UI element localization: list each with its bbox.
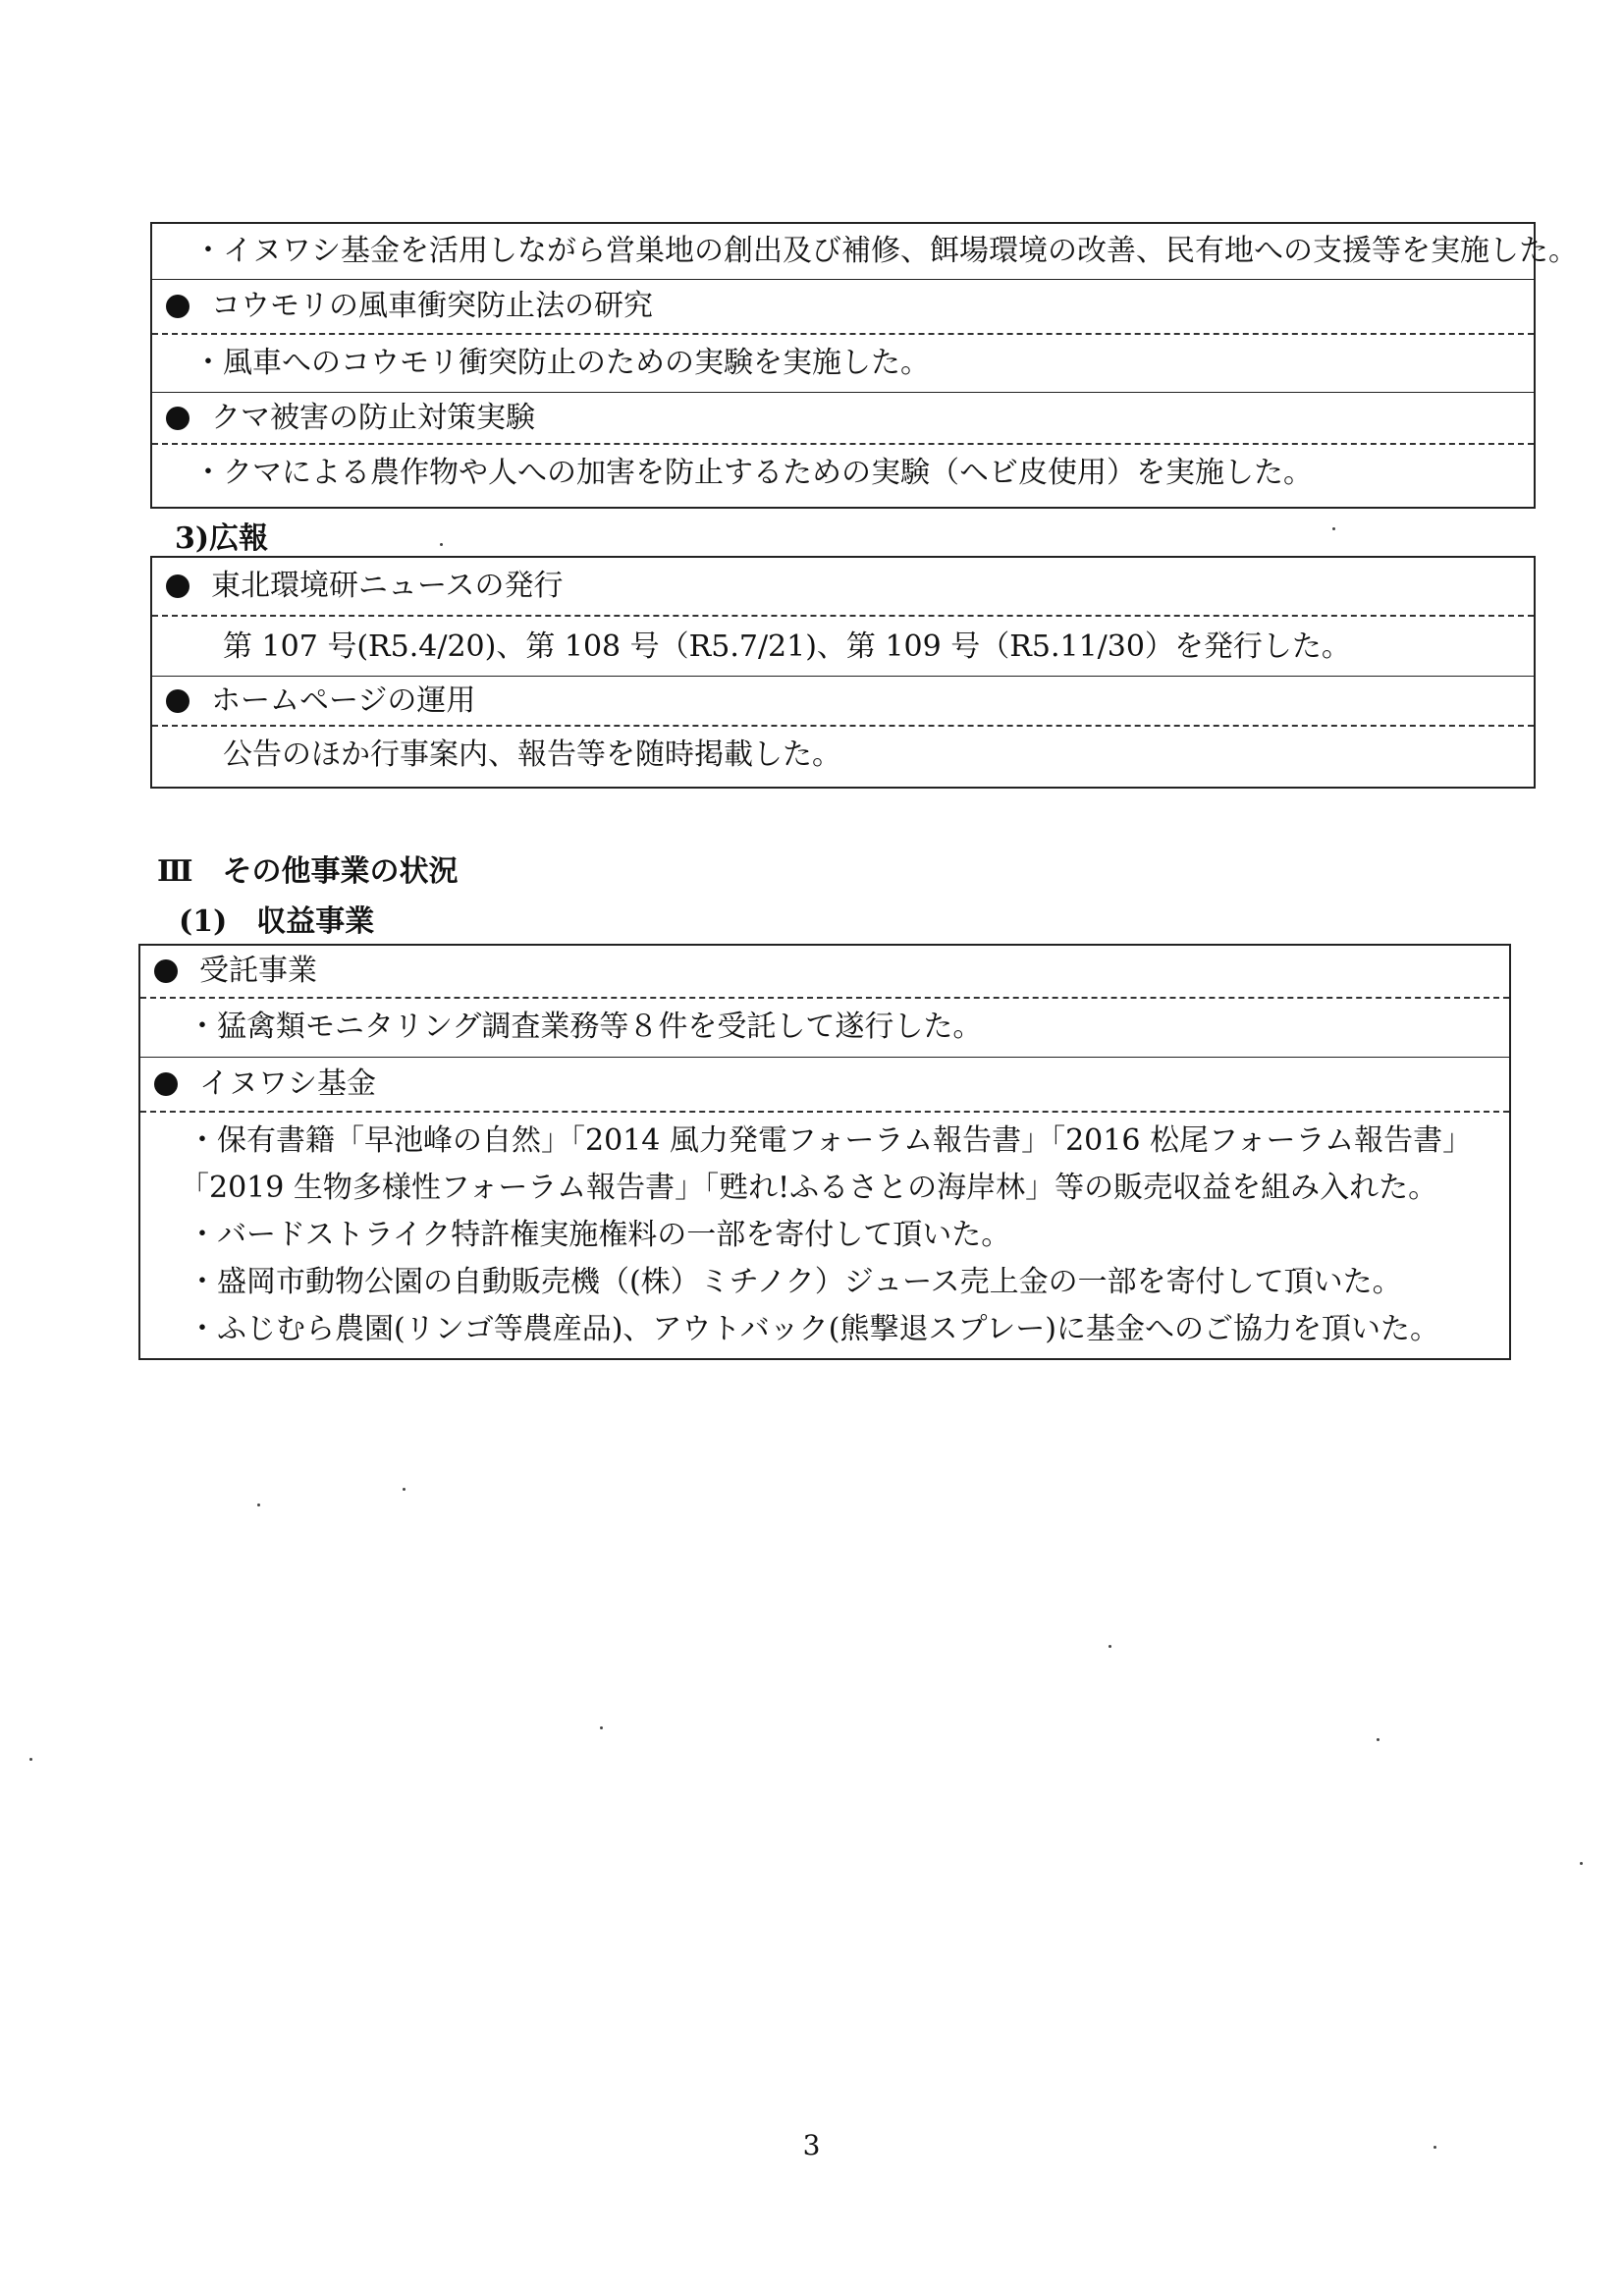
- fund-line: ・バードストライク特許権実施権料の一部を寄付して頂いた。: [188, 1218, 1011, 1252]
- item-contracted-work: [140, 946, 1509, 997]
- row-fund-activity: [152, 224, 1578, 279]
- bullet-icon: [166, 295, 189, 318]
- item-body-text: ・猛禽類モニタリング調査業務等８件を受託して遂行した。: [188, 1010, 983, 1044]
- bullet-icon: [166, 574, 189, 598]
- fund-line: ・盛岡市動物公園の自動販売機（(株）ミチノク）ジュース売上金の一部を寄付して頂いた。: [188, 1265, 1402, 1299]
- chapter-heading-other-business: Ⅲ その他事業の状況: [157, 854, 459, 889]
- item-body-text: 第 107 号(R5.4/20)、第 108 号（R5.7/21)、第 109 号（R5.11/30）を発行した。: [223, 629, 1351, 664]
- fund-line: ・ふじむら農園(リンゴ等農産品)、アウトバック(熊撃退スプレー)に基金へのご協力を頂いた。: [188, 1312, 1440, 1346]
- fund-line: 「2019 生物多様性フォーラム報告書」「甦れ!ふるさとの海岸林」等の販売収益を組み入れた。: [180, 1171, 1438, 1205]
- item-title: 受託事業: [199, 954, 317, 988]
- activities-box: [150, 222, 1578, 509]
- item-newsletter: [152, 558, 1534, 615]
- scan-speck: [1377, 1738, 1380, 1741]
- item-eagle-fund: [140, 1057, 1509, 1111]
- item-bear-experiment: [152, 392, 1534, 443]
- item-bat-research: [152, 279, 1534, 333]
- item-body-text: ・クマによる農作物や人への加害を防止するための実験（ヘビ皮使用）を実施した。: [193, 456, 1313, 490]
- item-homepage-body: [152, 725, 1534, 787]
- item-body-text: ・風車へのコウモリ衝突防止のための実験を実施した。: [193, 346, 930, 380]
- item-contracted-work-body: [140, 997, 1509, 1057]
- bullet-icon: [154, 1072, 178, 1096]
- item-newsletter-body: [152, 615, 1534, 676]
- section-heading-pr: 3)広報: [175, 521, 269, 556]
- item-title: イヌワシ基金: [199, 1066, 376, 1101]
- scan-speck: [257, 1503, 260, 1506]
- scan-speck: [1434, 2146, 1436, 2149]
- scan-speck: [440, 543, 443, 546]
- scan-speck: [600, 1726, 603, 1729]
- bullet-icon: [166, 407, 189, 430]
- subsection-heading-revenue: (1) 収益事業: [179, 904, 375, 939]
- scan-speck: [1332, 527, 1335, 530]
- item-title: コウモリの風車衝突防止法の研究: [211, 289, 653, 323]
- item-title: 東北環境研ニュースの発行: [211, 569, 564, 603]
- item-body-text: 公告のほか行事案内、報告等を随時掲載した。: [223, 738, 841, 772]
- bullet-icon: [166, 689, 189, 713]
- page-number: 3: [802, 2129, 821, 2161]
- item-title: クマ被害の防止対策実験: [211, 400, 535, 435]
- item-title: ホームページの運用: [211, 683, 476, 718]
- scan-speck: [1580, 1862, 1583, 1865]
- item-bat-research-body: [152, 333, 1534, 392]
- revenue-box: [138, 944, 1511, 1360]
- scan-speck: [1109, 1645, 1111, 1648]
- item-homepage: [152, 676, 1534, 725]
- item-eagle-fund-body: [140, 1111, 1509, 1358]
- scan-speck: [29, 1758, 32, 1761]
- fund-line: ・保有書籍「早池峰の自然」「2014 風力発電フォーラム報告書」「2016 松尾フォーラム報告書」: [188, 1123, 1473, 1158]
- scan-speck: [403, 1488, 406, 1491]
- item-bear-experiment-body: [152, 443, 1534, 506]
- bullet-icon: [154, 959, 178, 983]
- fund-activity-text: ・イヌワシ基金を活用しながら営巣地の創出及び補修、餌場環境の改善、民有地への支援等を実施した。: [193, 234, 1578, 268]
- pr-box: [150, 556, 1536, 789]
